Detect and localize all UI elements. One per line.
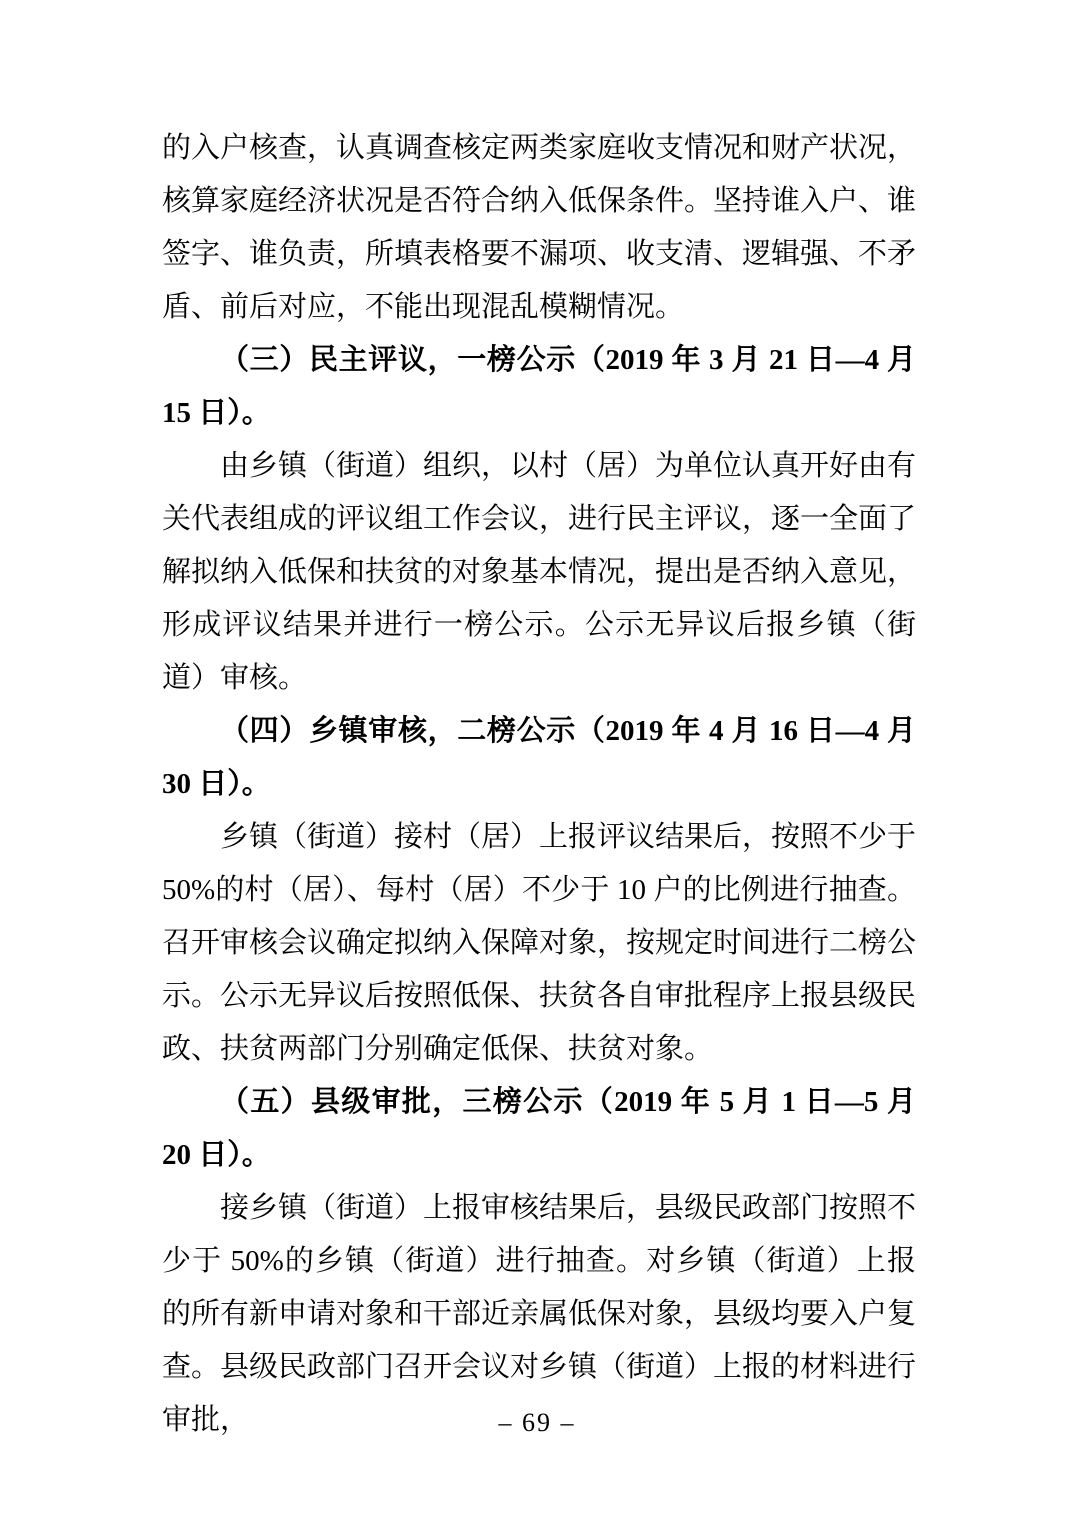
paragraph: 乡镇（街道）接村（居）上报评议结果后，按照不少于 50%的村（居）、每村（居）不少于 10 户的比例进行抽查。召开审核会议确定拟纳入保障对象，按规定时间进行二榜公示。公示无异议后按照低保、扶贫各自审批程序上报县级民政、扶贫两部门分别确定低保、扶贫对象。	[162, 821, 917, 1065]
paragraph: 接乡镇（街道）上报审核结果后，县级民政部门按照不少于 50%的乡镇（街道）进行抽查。对乡镇（街道）上报的所有新申请对象和干部近亲属低保对象，县级均要入户复查。县级民政部门召开会议对乡镇（街道）上报的材料进行审批，	[162, 1192, 917, 1436]
document-body	[162, 122, 916, 1447]
section-heading-4: （四）乡镇审核，二榜公示（2019 年 4 月 16 日—4 月 30 日）。	[162, 715, 916, 800]
section-heading-3: （三）民主评议，一榜公示（2019 年 3 月 21 日—4 月 15 日）。	[162, 344, 916, 429]
section-heading-5: （五）县级审批，三榜公示（2019 年 5 月 1 日—5 月 20 日）。	[162, 1086, 916, 1171]
paragraph: 由乡镇（街道）组织，以村（居）为单位认真开好由有关代表组成的评议组工作会议，进行民主评议，逐一全面了解拟纳入低保和扶贫的对象基本情况，提出是否纳入意见，形成评议结果并进行一榜公示。公示无异议后报乡镇（街道）审核。	[162, 450, 917, 694]
paragraph-continuation: 的入户核查，认真调查核定两类家庭收支情况和财产状况，核算家庭经济状况是否符合纳入低保条件。坚持谁入户、谁签字、谁负责，所填表格要不漏项、收支清、逻辑强、不矛盾、前后对应，不能出现混乱模糊情况。	[162, 132, 917, 323]
page-number: – 69 –	[498, 1408, 576, 1437]
